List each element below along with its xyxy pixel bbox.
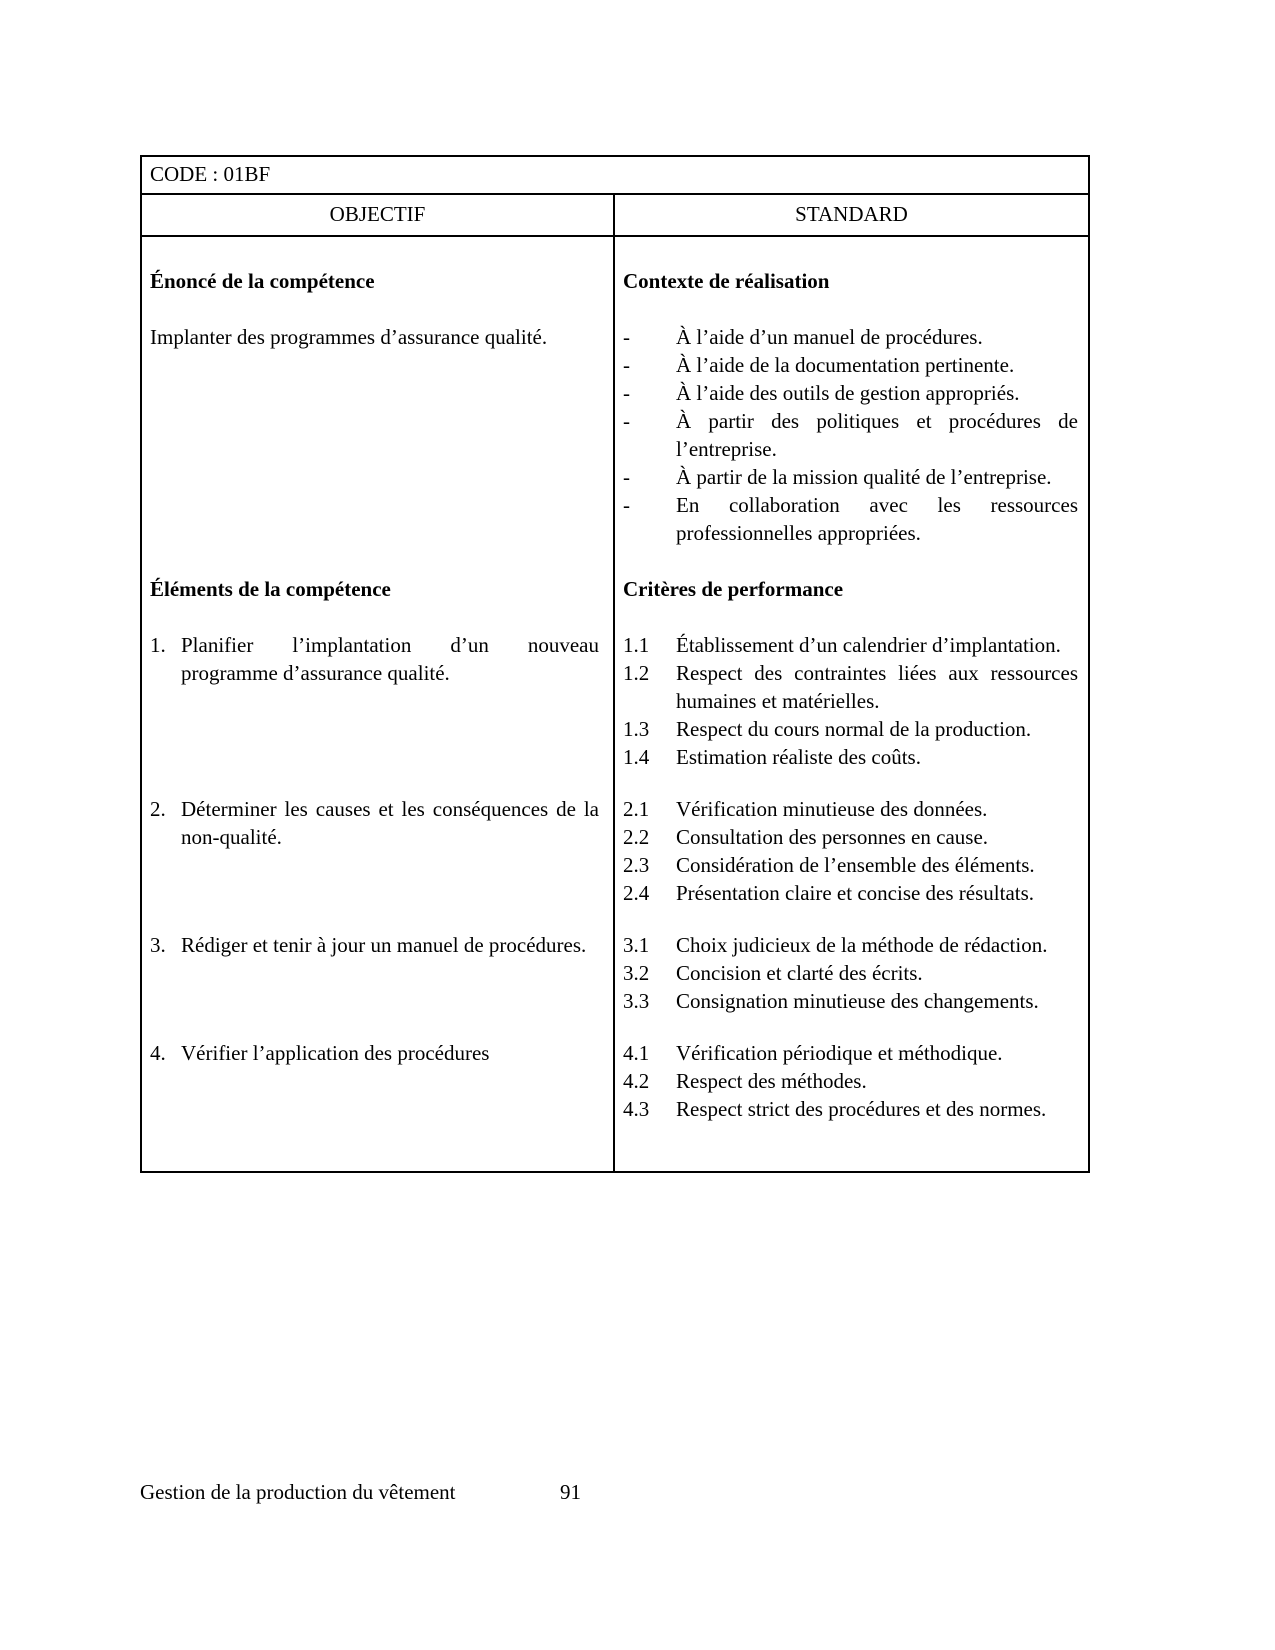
dash-bullet: -	[623, 353, 630, 377]
criteria-number: 4.1	[623, 1041, 650, 1065]
criteria-item	[623, 851, 1078, 879]
criteria-item	[623, 631, 1078, 659]
criteria-text: Établissement d’un calendrier d’implantation.	[676, 633, 1061, 657]
element-number: 1.	[150, 633, 166, 657]
criteria-text: Choix judicieux de la méthode de rédaction.	[676, 933, 1048, 957]
element-text: Planifier l’implantation d’un nouveau programme d’assurance qualité.	[181, 633, 599, 685]
dash-bullet: -	[623, 493, 630, 517]
criteria-number: 1.1	[623, 633, 650, 657]
criteria-number: 2.4	[623, 881, 650, 905]
criteria-item	[623, 715, 1078, 743]
criteria-item	[623, 1067, 1078, 1095]
contexte-item-text: À l’aide d’un manuel de procédures.	[676, 325, 983, 349]
enonce-text: Implanter des programmes d’assurance qualité.	[150, 325, 548, 349]
criteria-text: Respect strict des procédures et des normes.	[676, 1097, 1047, 1121]
criteria-item	[623, 987, 1078, 1015]
element-3-cell	[142, 931, 615, 1039]
contexte-item	[623, 407, 1078, 463]
criteria-text: Respect des méthodes.	[676, 1069, 867, 1093]
contexte-item	[623, 323, 1078, 351]
criteria-text: Respect du cours normal de la production.	[676, 717, 1032, 741]
criteria-group-4-cell	[615, 1039, 1088, 1171]
enonce-cell	[142, 237, 615, 575]
criteria-number: 1.2	[623, 661, 650, 685]
contexte-item-text: À l’aide de la documentation pertinente.	[676, 353, 1015, 377]
criteria-number: 2.2	[623, 825, 650, 849]
criteres-title-cell	[615, 575, 1088, 631]
competency-table	[140, 155, 1090, 1173]
content-grid	[142, 237, 1088, 1171]
element-number: 4.	[150, 1041, 166, 1065]
criteria-text: Respect des contraintes liées aux ressources humaines et matérielles.	[676, 661, 1078, 713]
criteria-item	[623, 879, 1078, 907]
contexte-item	[623, 463, 1078, 491]
contexte-item-text: En collaboration avec les ressources professionnelles appropriées.	[676, 493, 1078, 545]
contexte-item-text: À partir de la mission qualité de l’entreprise.	[676, 465, 1052, 489]
criteria-text: Consultation des personnes en cause.	[676, 825, 989, 849]
criteria-item	[623, 743, 1078, 771]
footer-document-title: Gestion de la production du vêtement	[140, 1480, 456, 1504]
criteria-text: Estimation réaliste des coûts.	[676, 745, 921, 769]
criteria-item	[623, 1095, 1078, 1123]
criteria-item	[623, 1039, 1078, 1067]
criteria-number: 4.2	[623, 1069, 650, 1093]
element-text: Déterminer les causes et les conséquences de la non-qualité.	[181, 797, 599, 849]
element-1-cell	[142, 631, 615, 795]
contexte-item	[623, 351, 1078, 379]
element-text: Rédiger et tenir à jour un manuel de procédures.	[181, 933, 587, 957]
contexte-item	[623, 491, 1078, 547]
code-row	[142, 157, 1088, 195]
contexte-item-text: À partir des politiques et procédures de l’entreprise.	[676, 409, 1078, 461]
criteria-number: 1.3	[623, 717, 650, 741]
criteria-number: 2.3	[623, 853, 650, 877]
criteria-item	[623, 823, 1078, 851]
dash-bullet: -	[623, 325, 630, 349]
element-text: Vérifier l’application des procédures	[181, 1041, 490, 1065]
criteria-text: Concision et clarté des écrits.	[676, 961, 923, 985]
criteria-group-3-cell	[615, 931, 1088, 1039]
criteria-text: Vérification périodique et méthodique.	[676, 1041, 1003, 1065]
criteria-item	[623, 931, 1078, 959]
criteria-group-2-cell	[615, 795, 1088, 931]
criteria-number: 4.3	[623, 1097, 650, 1121]
contexte-item	[623, 379, 1078, 407]
footer-page-number: 91	[560, 1480, 581, 1504]
element-item	[150, 631, 599, 687]
criteria-number: 2.1	[623, 797, 650, 821]
elements-title-cell	[142, 575, 615, 631]
element-number: 2.	[150, 797, 166, 821]
element-item	[150, 1039, 599, 1067]
criteria-number: 3.3	[623, 989, 650, 1013]
code-label: CODE : 01BF	[150, 162, 271, 186]
criteria-item	[623, 659, 1078, 715]
column-header-row	[142, 195, 1088, 237]
criteria-number: 3.2	[623, 961, 650, 985]
contexte-cell	[615, 237, 1088, 575]
criteria-group-1-cell	[615, 631, 1088, 795]
criteria-item	[623, 795, 1078, 823]
element-item	[150, 795, 599, 851]
page-footer	[140, 1478, 1090, 1506]
dash-bullet: -	[623, 409, 630, 433]
dash-bullet: -	[623, 465, 630, 489]
criteria-text: Présentation claire et concise des résultats.	[676, 881, 1035, 905]
contexte-item-text: À l’aide des outils de gestion appropriés.	[676, 381, 1020, 405]
element-4-cell	[142, 1039, 615, 1171]
contexte-title: Contexte de réalisation	[623, 269, 830, 293]
element-item	[150, 931, 599, 959]
enonce-title: Énoncé de la compétence	[150, 269, 375, 293]
criteria-number: 1.4	[623, 745, 650, 769]
objectif-column-header: OBJECTIF	[142, 195, 615, 235]
standard-column-header: STANDARD	[795, 202, 908, 226]
criteria-text: Vérification minutieuse des données.	[676, 797, 988, 821]
criteria-text: Considération de l’ensemble des éléments.	[676, 853, 1035, 877]
elements-title: Éléments de la compétence	[150, 577, 391, 601]
criteres-title: Critères de performance	[623, 577, 844, 601]
criteria-number: 3.1	[623, 933, 650, 957]
criteria-text: Consignation minutieuse des changements.	[676, 989, 1039, 1013]
dash-bullet: -	[623, 381, 630, 405]
element-2-cell	[142, 795, 615, 931]
criteria-item	[623, 959, 1078, 987]
element-number: 3.	[150, 933, 166, 957]
